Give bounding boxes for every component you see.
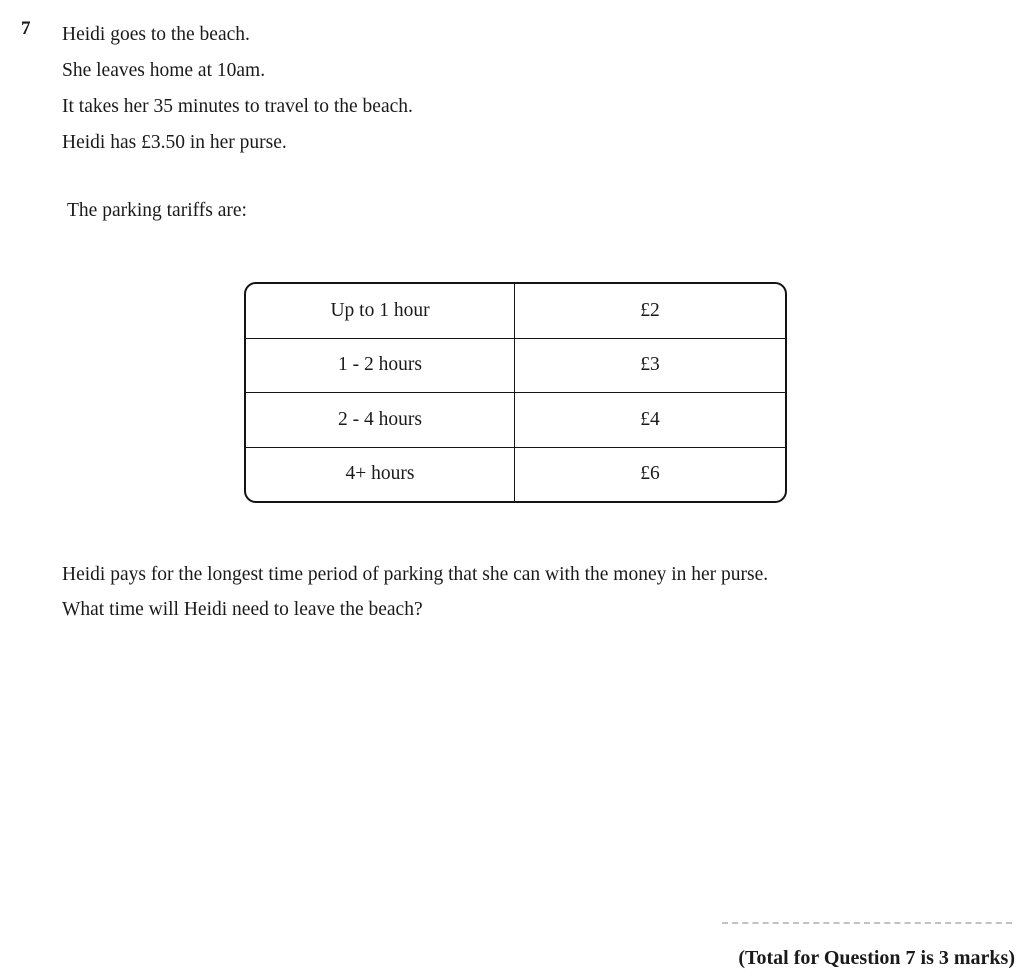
table-row	[246, 447, 785, 502]
tariff-price-cell: £6	[515, 447, 785, 502]
total-marks-label: (Total for Question 7 is 3 marks)	[738, 947, 1015, 969]
closing-line-2: What time will Heidi need to leave the beach?	[62, 599, 423, 620]
stem-line-1: Heidi goes to the beach.	[62, 24, 250, 45]
question-closing	[62, 557, 992, 627]
tariff-period-cell: Up to 1 hour	[246, 284, 515, 338]
table-row	[246, 392, 785, 447]
tariff-intro-text: The parking tariffs are:	[67, 200, 247, 221]
question-footer	[0, 912, 1024, 978]
stem-line-4: Heidi has £3.50 in her purse.	[62, 132, 287, 153]
tariff-period-cell: 1 - 2 hours	[246, 338, 515, 393]
tariff-period-cell: 4+ hours	[246, 447, 515, 502]
table-row	[246, 284, 785, 338]
closing-line-1: Heidi pays for the longest time period of parking that she can with the money in her purse.	[62, 564, 769, 585]
question-stem	[62, 17, 962, 161]
tariff-table	[244, 282, 787, 503]
tariff-table-container	[244, 282, 786, 496]
tariff-price-cell: £2	[640, 299, 660, 321]
tariff-price-cell: £3	[515, 338, 785, 393]
tariff-price-cell: £4	[515, 392, 785, 447]
table-row	[246, 338, 785, 393]
stem-line-2: She leaves home at 10am.	[62, 60, 266, 81]
answer-working-space	[62, 630, 962, 900]
question-number: 7	[21, 18, 31, 39]
answer-dashed-rule	[722, 922, 1012, 924]
stem-line-3: It takes her 35 minutes to travel to the beach.	[62, 96, 413, 117]
tariff-period-cell: 2 - 4 hours	[246, 392, 515, 447]
